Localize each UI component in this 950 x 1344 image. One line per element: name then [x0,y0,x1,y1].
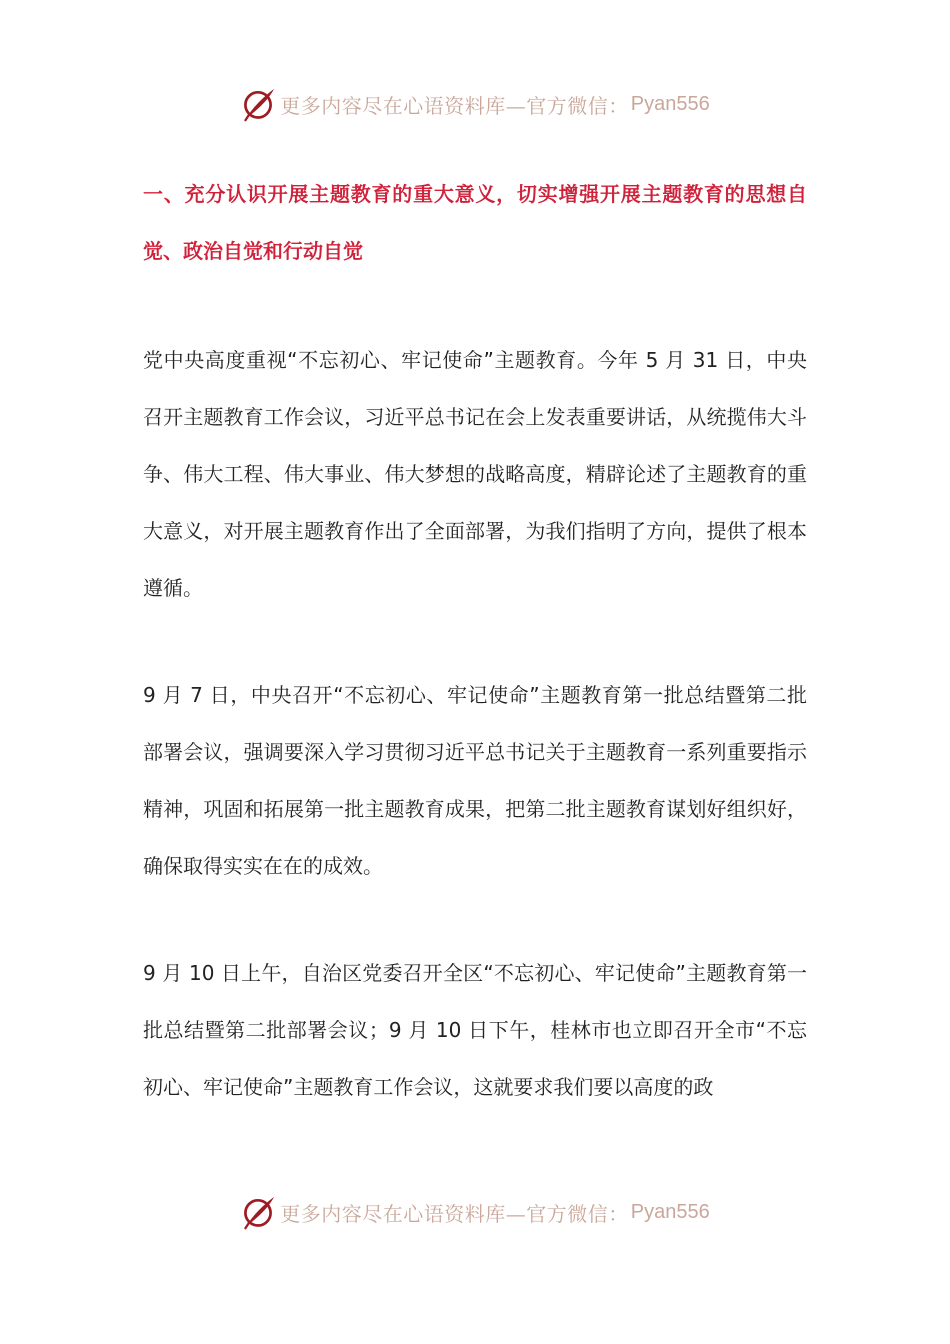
paragraph-3: 9 月 10 日上午，自治区党委召开全区“不忘初心、牢记使命”主题教育第一批总结暨第二批部署会议；9 月 10 日下午，桂林市也立即召开全市“不忘初心、牢记使命”主题教育工作会议，这就要求我们要以高度的政 [143,961,807,1099]
wechat-id: Pyan556 [630,92,710,115]
banner-text: 更多内容尽在心语资料库—官方微信： [280,93,629,118]
wechat-id: Pyan556 [630,1200,710,1223]
spacer [143,280,807,332]
document-body [143,166,807,1116]
spacer [143,895,807,945]
quill-logo-icon [240,1194,276,1230]
paragraph-2: 9 月 7 日，中央召开“不忘初心、牢记使命”主题教育第一批总结暨第二批部署会议，强调要深入学习贯彻习近平总书记关于主题教育一系列重要指示精神，巩固和拓展第一批主题教育成果，把第二批主题教育谋划好组织好，确保取得实实在在的成效。 [143,683,807,878]
section-heading: 一、充分认识开展主题教育的重大意义，切实增强开展主题教育的思想自觉、政治自觉和行动自觉 [143,182,807,263]
header-banner [0,84,950,124]
paragraph-1: 党中央高度重视“不忘初心、牢记使命”主题教育。今年 5 月 31 日，中央召开主题教育工作会议，习近平总书记在会上发表重要讲话，从统揽伟大斗争、伟大工程、伟大事业、伟大梦想的战略高度，精辟论述了主题教育的重大意义，对开展主题教育作出了全面部署，为我们指明了方向，提供了根本遵循。 [143,348,807,600]
spacer [143,617,807,667]
banner-text: 更多内容尽在心语资料库—官方微信： [280,1201,629,1226]
footer-banner [0,1192,950,1232]
quill-logo-icon [240,86,276,122]
